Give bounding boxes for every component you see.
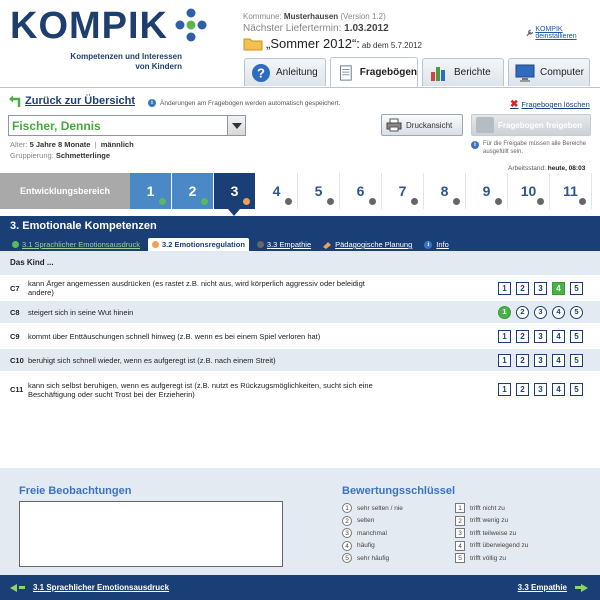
question-row [0, 324, 600, 349]
info-icon: i [471, 141, 479, 149]
season-info [243, 36, 422, 51]
status-grey-dot [453, 198, 460, 205]
status-orange-dot [243, 198, 250, 205]
rating-box-5[interactable]: 5 [570, 282, 583, 295]
key-label: sehr häufig [357, 554, 390, 562]
delete-questionnaire-link[interactable]: ✖ Fragebogen löschen [510, 99, 590, 110]
info-icon: i [148, 99, 156, 107]
rating-circle-2[interactable]: 2 [516, 306, 529, 319]
current-step-pointer [228, 209, 240, 216]
kommune-info: Kommune: Musterhausen (Version 1.2) [243, 12, 386, 21]
questionnaire-panel [0, 87, 600, 600]
question-row [0, 301, 600, 324]
key-item-circle [342, 541, 375, 551]
step-5[interactable] [298, 173, 340, 209]
key-circle-number: 3 [342, 528, 352, 538]
step-number: 5 [314, 183, 323, 199]
key-label: manchmal [357, 529, 387, 537]
status-grey-dot [495, 198, 502, 205]
question-text: kann sich selbst beruhigen, wenn es aufgeregt ist (z.B. nutzt es Rückzugsmöglichkeiten, sucht sich eine Beschäftigung oder sucht Trost bei der Erzieherin) [28, 380, 373, 399]
subtab-3-3[interactable]: 3.3 Empathie [253, 238, 315, 251]
release-icon [476, 117, 494, 133]
question-row [0, 349, 600, 372]
key-square-number: 4 [455, 541, 465, 551]
key-item-square [455, 553, 506, 563]
step-9[interactable] [466, 173, 508, 209]
rating-key-title: Bewertungsschlüssel [342, 485, 456, 497]
document-icon [337, 63, 355, 83]
subsection-tabs [0, 236, 600, 251]
question-text: kommt über Enttäuschungen schnell hinweg (z.B. wenn es bei einem Spiel verloren hat) [28, 331, 321, 341]
folder-icon [243, 37, 263, 51]
rating-box-2[interactable]: 2 [516, 383, 529, 396]
status-grey-dot [369, 198, 376, 205]
logo-subtitle: Kompetenzen und Interessen von Kindern [70, 52, 182, 71]
step-number: 8 [440, 183, 449, 199]
question-row [0, 276, 600, 301]
status-grey-dot [327, 198, 334, 205]
key-label: trifft wenig zu [470, 517, 509, 524]
rating-circle-4[interactable]: 4 [552, 306, 565, 319]
rating-scale [498, 306, 588, 319]
delete-icon: ✖ [510, 99, 519, 110]
development-area-steps [0, 173, 600, 209]
uninstall-link[interactable]: KOMPIK deinstallieren [526, 26, 600, 40]
key-item-circle [342, 528, 387, 538]
rating-scale [498, 282, 588, 295]
subtab-3-1[interactable]: 3.1 Sprachlicher Emotionsausdruck [8, 238, 144, 251]
key-item-square [455, 503, 505, 513]
status-grey-dot [285, 198, 292, 205]
key-square-number: 3 [455, 528, 465, 538]
rating-box-1[interactable]: 1 [498, 354, 511, 367]
printer-icon [386, 118, 402, 132]
info-icon: i [424, 241, 432, 249]
status-green-dot [159, 198, 166, 205]
rating-box-1[interactable]: 1 [498, 282, 511, 295]
lower-section [0, 468, 600, 575]
rating-box-3[interactable]: 3 [534, 330, 547, 343]
rating-box-4[interactable]: 4 [552, 282, 565, 295]
svg-text:?: ? [257, 65, 265, 80]
question-code: C8 [10, 307, 20, 317]
rating-box-4[interactable]: 4 [552, 330, 565, 343]
rating-box-4[interactable]: 4 [552, 354, 565, 367]
question-code: C9 [10, 331, 20, 341]
rating-circle-5[interactable]: 5 [570, 306, 583, 319]
observations-title: Freie Beobachtungen [19, 485, 132, 497]
rating-box-5[interactable]: 5 [570, 330, 583, 343]
child-select-value: Fischer, Dennis [12, 118, 101, 133]
step-3[interactable] [214, 173, 256, 209]
step-number: 2 [188, 183, 197, 199]
planning-icon [323, 241, 332, 249]
rating-box-5[interactable]: 5 [570, 354, 583, 367]
print-view-button[interactable]: Druckansicht [381, 114, 463, 136]
help-icon [251, 63, 271, 83]
key-square-number: 5 [455, 553, 465, 563]
key-item-square [455, 528, 516, 538]
key-label: selten [357, 517, 375, 524]
key-circle-number: 5 [342, 553, 352, 563]
steps-label: Entwicklungsbereich [0, 173, 130, 209]
key-label: trifft teilweise zu [470, 529, 517, 537]
key-square-number: 1 [455, 503, 465, 513]
autosave-info: i Änderungen am Fragebogen werden automatisch gespeichert. [148, 99, 340, 107]
season-date: ab dem 5.7.2012 [361, 40, 422, 50]
release-questionnaire-button[interactable]: Fragebogen freigeben [471, 114, 591, 136]
status-grey-dot [579, 198, 586, 205]
rating-box-4[interactable]: 4 [552, 383, 565, 396]
step-number: 1 [146, 183, 155, 199]
step-number: 10 [520, 183, 537, 199]
subtab-info[interactable]: i Info [420, 238, 453, 251]
key-item-circle [342, 516, 374, 526]
status-green-dot [201, 198, 208, 205]
key-label: trifft nicht zu [470, 504, 505, 512]
question-text: beruhigt sich schnell wieder, wenn es aufgeregt ist (z.B. nach einem Streit) [28, 355, 276, 365]
bar-chart-icon [429, 63, 449, 83]
step-number: 11 [563, 183, 578, 199]
step-number: 7 [398, 183, 407, 199]
back-to-overview-link[interactable]: Zurück zur Übersicht [8, 94, 135, 108]
step-2[interactable] [172, 173, 214, 209]
question-code: C7 [10, 283, 20, 293]
status-green-dot [12, 241, 19, 248]
key-circle-number: 1 [342, 503, 352, 513]
key-item-circle [342, 503, 403, 513]
step-4[interactable] [256, 173, 298, 209]
rating-scale [498, 383, 588, 396]
key-label: trifft überwiegend zu [470, 542, 529, 549]
prev-section-link[interactable]: 3.1 Sprachlicher Emotionsausdruck [10, 583, 169, 592]
rating-circle-3[interactable]: 3 [534, 306, 547, 319]
step-7[interactable] [382, 173, 424, 209]
key-item-square [455, 516, 508, 526]
tab-frageboegen[interactable]: Fragebögen [330, 57, 418, 87]
child-select[interactable] [8, 115, 246, 136]
arrow-right-icon [581, 584, 588, 592]
step-11[interactable] [550, 173, 592, 209]
app-header [0, 0, 600, 87]
step-number: 4 [272, 183, 281, 199]
rating-box-1[interactable]: 1 [498, 330, 511, 343]
question-code: C11 [10, 385, 24, 394]
rating-box-1[interactable]: 1 [498, 383, 511, 396]
wrench-icon [526, 29, 533, 37]
rating-box-3[interactable]: 3 [534, 282, 547, 295]
key-label: trifft völlig zu [470, 554, 507, 562]
child-age: Alter: 5 Jahre 8 Monate | männlich [10, 140, 134, 149]
subtab-planning[interactable]: Pädagogische Planung [319, 238, 416, 251]
key-label: sehr selten / nie [357, 504, 403, 512]
question-code: C10 [10, 355, 24, 365]
key-item-circle [342, 553, 389, 563]
step-6[interactable] [340, 173, 382, 209]
key-circle-number: 4 [342, 541, 352, 551]
liefertermin-info: Nächster Liefertermin: 1.03.2012 [243, 23, 389, 34]
key-square-number: 2 [455, 516, 465, 526]
rating-box-3[interactable]: 3 [534, 354, 547, 367]
rating-box-2[interactable]: 2 [516, 354, 529, 367]
observations-textarea[interactable] [19, 501, 283, 567]
step-8[interactable] [424, 173, 466, 209]
rating-scale [498, 330, 588, 343]
arrow-left-icon [10, 584, 17, 592]
rating-box-2[interactable]: 2 [516, 330, 529, 343]
question-text: steigert sich in seine Wut hinein [28, 307, 134, 317]
work-status: Arbeitsstand: heute, 08:03 [508, 165, 586, 172]
question-text: kann Ärger angemessen ausdrücken (es rastet z.B. nicht aus, wird körperlich aggressiv oder beleidigt andere) [28, 279, 365, 297]
tab-anleitung[interactable]: ? Anleitung [244, 58, 326, 86]
tab-computer[interactable]: Computer [508, 58, 590, 86]
kompik-logo: KOMPIK [10, 5, 168, 47]
release-note: i Für die Freigabe müssen alle Bereiche ausgefüllt sein. [471, 140, 591, 156]
step-number: 9 [482, 183, 491, 199]
key-label: häufig [357, 542, 375, 549]
chevron-down-icon[interactable] [227, 116, 245, 135]
season-title: „Sommer 2012“: [266, 36, 360, 51]
step-number: 3 [230, 183, 239, 199]
step-number: 6 [356, 183, 365, 199]
back-arrow-icon [8, 94, 22, 108]
rating-scale [498, 354, 588, 367]
next-section-link[interactable]: 3.3 Empathie [518, 583, 588, 592]
key-item-square [455, 541, 528, 551]
rating-circle-1[interactable]: 1 [498, 306, 511, 319]
status-grey-dot [257, 241, 264, 248]
rating-box-3[interactable]: 3 [534, 383, 547, 396]
status-grey-dot [537, 198, 544, 205]
question-row [0, 372, 600, 408]
logo-dots-icon [174, 8, 208, 42]
footer-nav [0, 575, 600, 600]
status-orange-dot [152, 241, 159, 248]
monitor-icon [515, 63, 535, 83]
question-lead: Das Kind ... [0, 251, 600, 275]
section-title: 3. Emotionale Kompetenzen [0, 216, 600, 236]
key-circle-number: 2 [342, 516, 352, 526]
child-group: Gruppierung: Schmetterlinge [10, 151, 111, 160]
subtab-3-2[interactable]: 3.2 Emotionsregulation [148, 238, 249, 251]
rating-box-5[interactable]: 5 [570, 383, 583, 396]
tab-berichte[interactable]: Berichte [422, 58, 504, 86]
status-grey-dot [411, 198, 418, 205]
rating-box-2[interactable]: 2 [516, 282, 529, 295]
step-1[interactable] [130, 173, 172, 209]
step-10[interactable] [508, 173, 550, 209]
